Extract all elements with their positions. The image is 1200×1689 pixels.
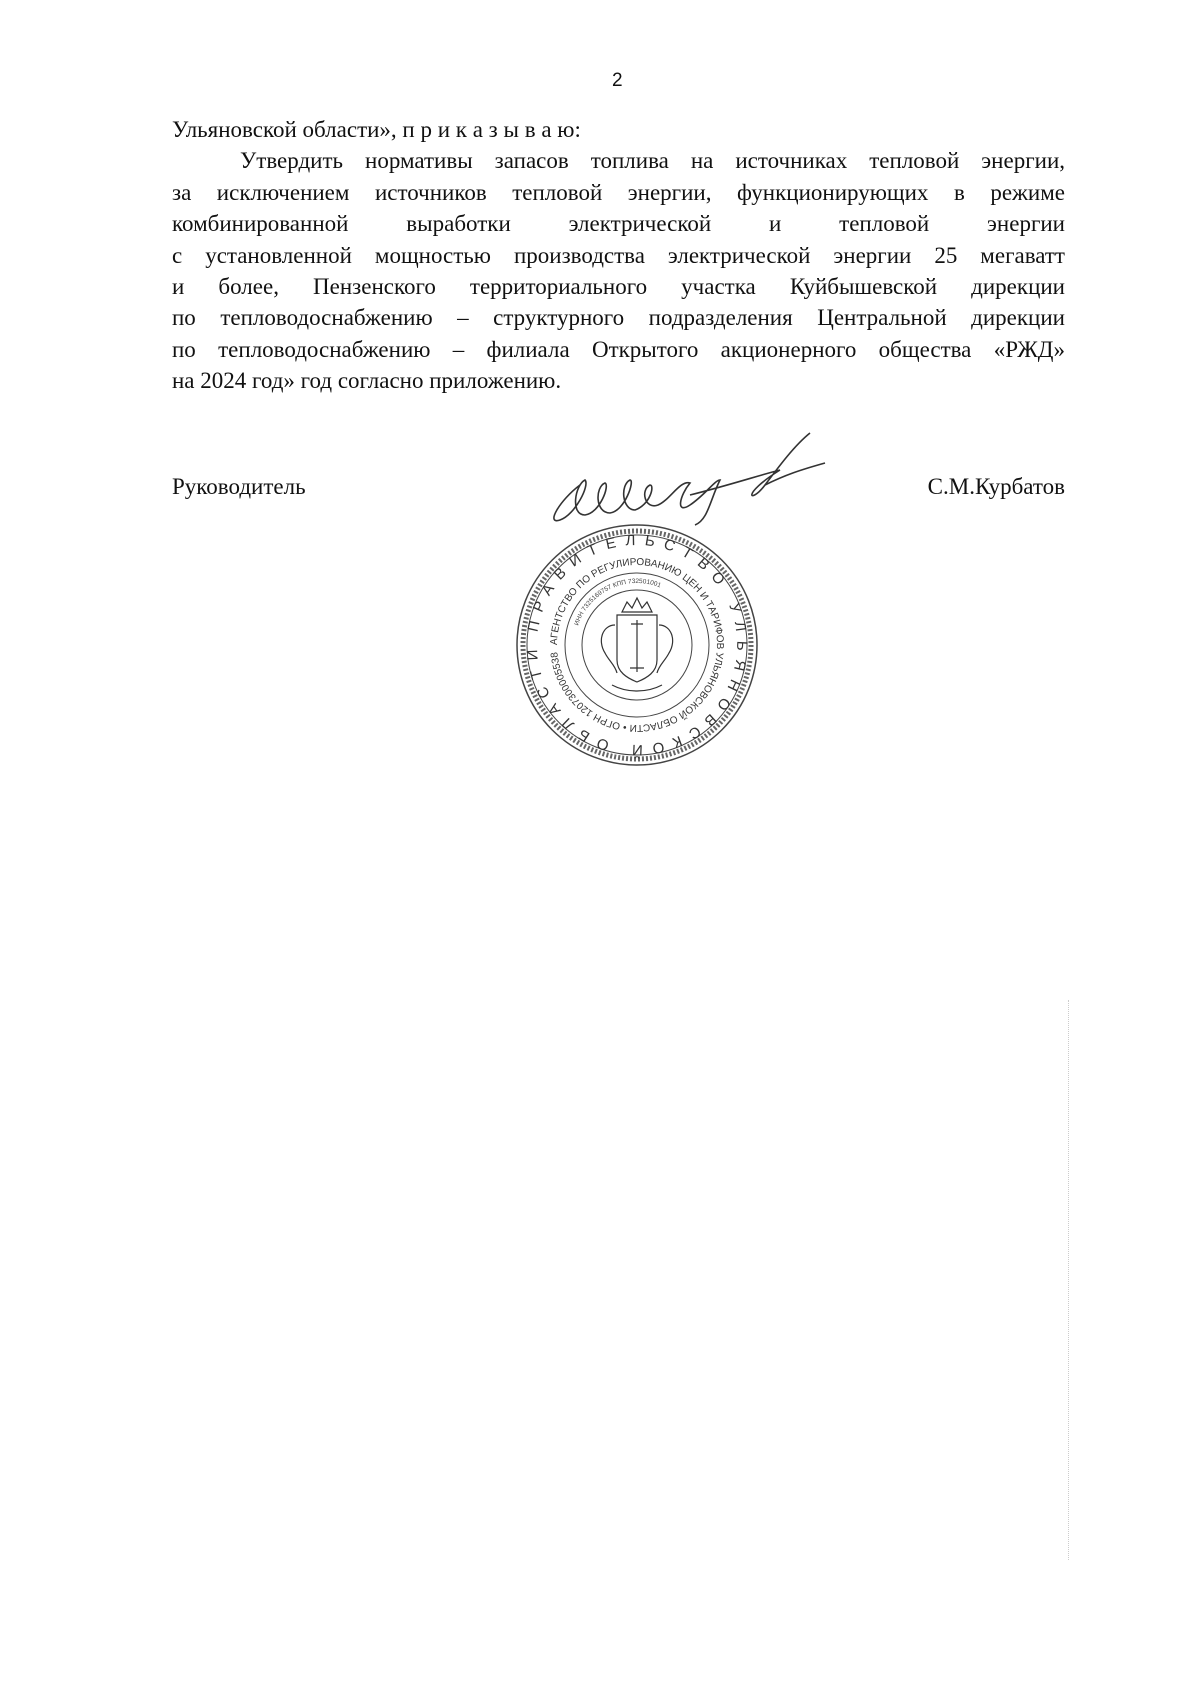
order-text [172,114,1065,397]
official-seal [512,520,762,770]
body-line: и более, Пензенского территориального участка Куйбышевской дирекции [172,274,1065,300]
coat-of-arms-icon [601,598,672,691]
scan-artifact-line [1068,1000,1070,1560]
body-line: по тепловодоснабжению – филиала Открытого акционерного общества «РЖД» [172,336,1065,362]
body-line: комбинированной выработки электрической и тепловой энергии [172,211,1065,237]
signatory-name: С.М.Курбатов [927,474,1065,499]
body-line: на 2024 год» год согласно приложению. [172,368,562,394]
body-line: за исключением источников тепловой энергии, функционирующих в режиме [172,179,1065,205]
svg-text:АГЕНТСТВО ПО РЕГУЛИРОВАНИЮ ЦЕН: АГЕНТСТВО ПО РЕГУЛИРОВАНИЮ ЦЕН И ТАРИФОВ УЛЬЯНОВСКОЙ ОБЛАСТИ • ОГРН 1207300005538 [548,556,726,734]
svg-text:ИНН 7325169757 КПП 732501001: ИНН 7325169757 КПП 732501001 [573,577,662,627]
body-line: Ульяновской области», п р и к а з ы в а ю: [172,117,581,142]
handwritten-signature [540,425,830,535]
body-line: по тепловодоснабжению – структурного подразделения Центральной дирекции [172,305,1065,331]
page-number: 2 [612,70,623,91]
body-line: Утвердить нормативы запасов топлива на источниках тепловой энергии, [240,148,1065,174]
body-line: с установленной мощностью производства электрической энергии 25 мегаватт [172,242,1065,268]
svg-text:ПРАВИТЕЛЬСТВО УЛЬЯНОВСКОЙ ОБЛА: ПРАВИТЕЛЬСТВО УЛЬЯНОВСКОЙ ОБЛАСТИ [523,531,751,759]
signatory-role: Руководитель [172,474,306,499]
